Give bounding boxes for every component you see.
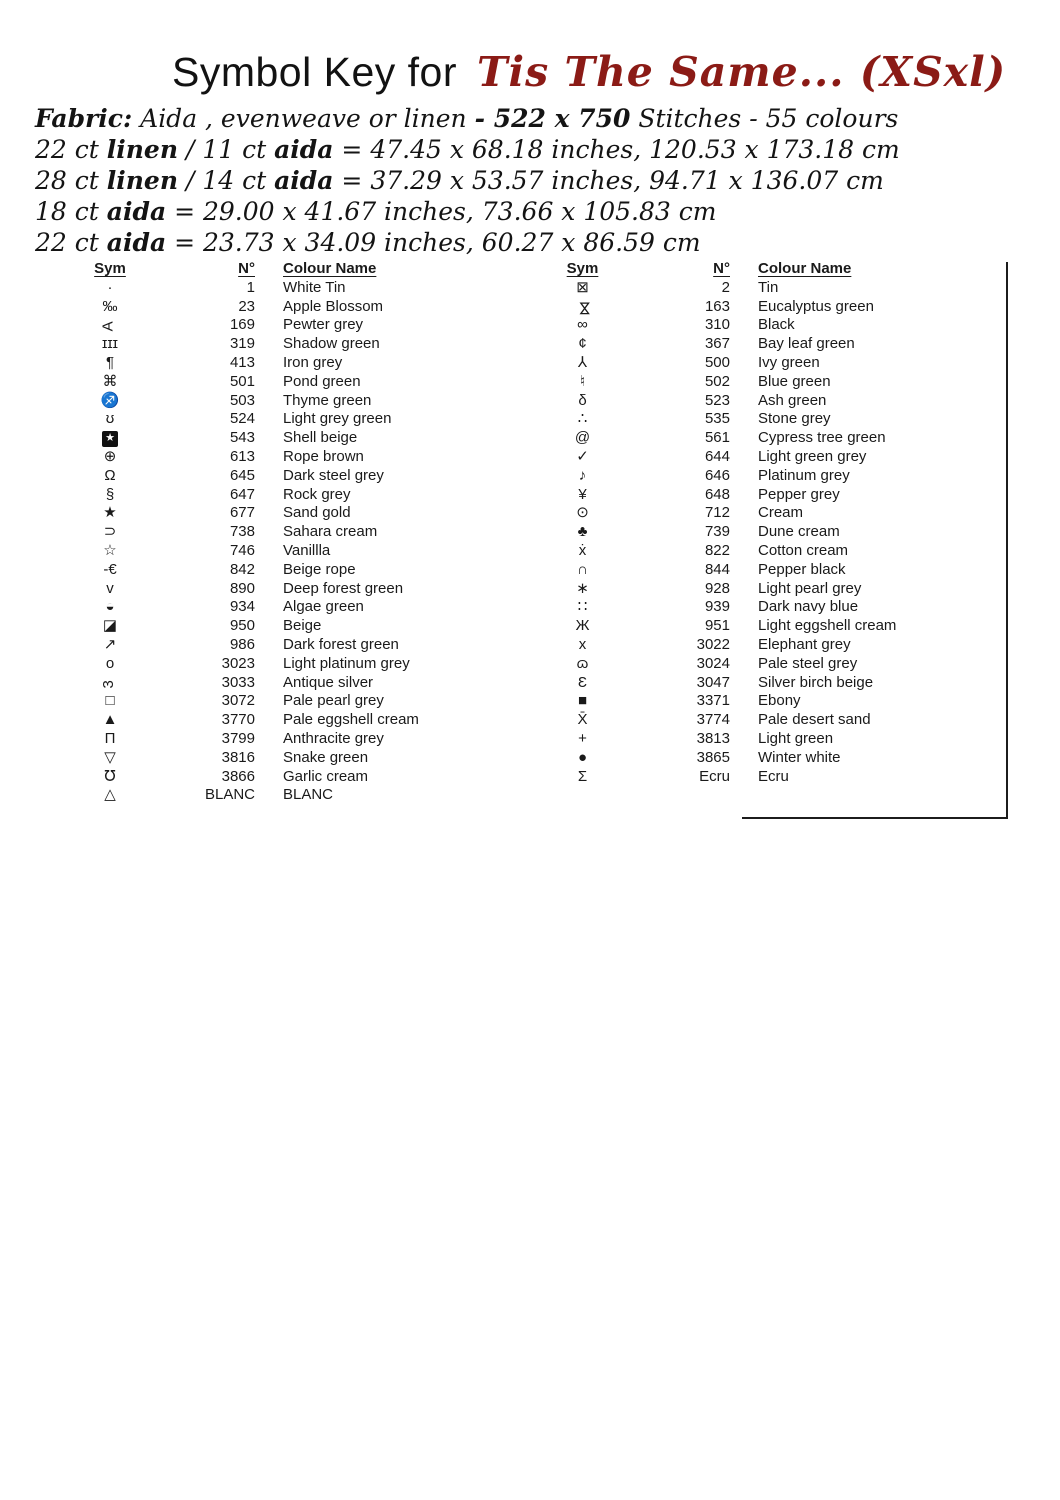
- key-row: [80, 467, 525, 486]
- stitch-symbol: ⋈: [575, 300, 593, 316]
- key-row: [80, 429, 525, 448]
- thread-number: 645: [229, 466, 255, 484]
- header-sym: Sym: [94, 260, 126, 277]
- stitch-symbol: ★: [102, 431, 118, 447]
- symbol-cell: [80, 410, 140, 429]
- symbol-cell: [80, 542, 140, 561]
- colour-name: Sand gold: [283, 504, 351, 522]
- stitch-symbol: A: [99, 321, 117, 332]
- thread-number: 3022: [696, 635, 730, 653]
- symbol-cell: [555, 617, 610, 636]
- key-row: [555, 636, 1005, 655]
- symbol-cell: [80, 467, 140, 486]
- thread-number: 524: [229, 410, 255, 428]
- fabric-line: 22 ct aida = 23.73 x 34.09 inches, 60.27 x 86.59 cm: [35, 228, 701, 257]
- stitch-symbol: ☆: [103, 541, 117, 559]
- thread-number: 310: [704, 316, 730, 334]
- key-row: [80, 692, 525, 711]
- key-table-left-rows: [80, 279, 525, 805]
- thread-number: 842: [229, 560, 255, 578]
- key-row: [555, 298, 1005, 317]
- colour-name: Antique silver: [283, 673, 374, 691]
- key-row: [80, 298, 525, 317]
- colour-name: Tin: [758, 278, 779, 296]
- colour-name: Pond green: [283, 372, 361, 390]
- colour-name: Pepper black: [758, 560, 846, 578]
- symbol-cell: [555, 335, 610, 354]
- stitch-symbol: ‰: [102, 297, 118, 315]
- symbol-cell: [555, 561, 610, 580]
- colour-name: Light green: [758, 729, 834, 747]
- stitch-symbol: ¥: [578, 485, 587, 503]
- stitch-symbol: ∷: [577, 598, 588, 616]
- colour-name: Light grey green: [283, 410, 392, 428]
- colour-name: Sahara cream: [283, 523, 378, 541]
- thread-number: 501: [229, 372, 255, 390]
- stitch-symbol: §: [105, 485, 115, 503]
- colour-name: Bay leaf green: [758, 335, 855, 353]
- stitch-symbol: Ж: [575, 617, 590, 635]
- colour-name: Anthracite grey: [283, 729, 384, 747]
- symbol-cell: [555, 448, 610, 467]
- key-row: [80, 392, 525, 411]
- symbol-cell: [555, 279, 610, 298]
- thread-number: 535: [704, 410, 730, 428]
- stitch-symbol: ◒: [105, 598, 115, 616]
- stitch-symbol: ⊠: [576, 278, 589, 296]
- stitch-symbol: ẋ: [578, 541, 587, 559]
- symbol-cell: [80, 523, 140, 542]
- stitch-symbol: ∗: [576, 579, 589, 597]
- symbol-cell: [555, 504, 610, 523]
- stitch-symbol: ¶: [105, 353, 115, 371]
- colour-name: Platinum grey: [758, 466, 850, 484]
- stitch-symbol: ●: [577, 748, 588, 766]
- symbol-cell: [555, 523, 610, 542]
- symbol-cell: [80, 786, 140, 805]
- colour-name: Stone grey: [758, 410, 831, 428]
- title-pattern-name: Tis The Same... (XSxl): [477, 48, 1007, 96]
- symbol-cell: [555, 711, 610, 730]
- thread-number: 739: [704, 523, 730, 541]
- symbol-cell: [555, 674, 610, 693]
- fabric-line: 18 ct aida = 29.00 x 41.67 inches, 73.66 x 105.83 cm: [35, 197, 717, 226]
- thread-number: 648: [704, 485, 730, 503]
- symbol-cell: [555, 692, 610, 711]
- colour-name: Rock grey: [283, 485, 351, 503]
- colour-name: Pale eggshell cream: [283, 711, 419, 729]
- stitch-symbol: ■: [577, 692, 588, 710]
- stitch-symbol: ɪɪɪ: [101, 335, 119, 353]
- header-number: N°: [713, 260, 730, 277]
- thread-number: 647: [229, 485, 255, 503]
- stitch-symbol: ▲: [102, 711, 118, 729]
- stitch-symbol: Σ: [577, 767, 588, 785]
- symbol-cell: [80, 316, 140, 335]
- key-row: [555, 429, 1005, 448]
- key-row: [555, 561, 1005, 580]
- thread-number: 3816: [221, 748, 255, 766]
- thread-number: 3047: [696, 673, 730, 691]
- key-row: [555, 392, 1005, 411]
- symbol-cell: [80, 504, 140, 523]
- key-row: [80, 504, 525, 523]
- thread-number: 890: [229, 579, 255, 597]
- stitch-symbol: -€: [103, 560, 117, 578]
- thread-number: 613: [229, 447, 255, 465]
- key-row: [555, 316, 1005, 335]
- colour-name: Light pearl grey: [758, 579, 862, 597]
- symbol-cell: [555, 467, 610, 486]
- colour-name: Light platinum grey: [283, 654, 410, 672]
- thread-number: 23: [238, 297, 255, 315]
- thread-number: 561: [704, 429, 730, 447]
- key-row: [80, 580, 525, 599]
- key-row: [555, 542, 1005, 561]
- stitch-symbol: ⌘: [102, 372, 118, 390]
- thread-number: 822: [704, 541, 730, 559]
- key-table-left-header: [80, 260, 525, 279]
- key-row: [80, 354, 525, 373]
- thread-number: 644: [704, 447, 730, 465]
- key-row: [80, 448, 525, 467]
- symbol-cell: [555, 768, 610, 787]
- thread-number: 712: [704, 504, 730, 522]
- fabric-line: Fabric: Aida , evenweave or linen - 522 x 750 Stitches - 55 colours: [35, 104, 899, 133]
- stitch-symbol: △: [104, 786, 116, 804]
- header-sym: Sym: [566, 260, 599, 277]
- thread-number: 746: [229, 541, 255, 559]
- thread-number: 367: [704, 335, 730, 353]
- symbol-cell: [80, 711, 140, 730]
- header-colour-name: Colour Name: [283, 260, 377, 277]
- thread-number: 3866: [221, 767, 255, 785]
- stitch-symbol: Ω: [104, 466, 116, 484]
- stitch-symbol: +: [578, 729, 587, 747]
- thread-number: 3770: [221, 711, 255, 729]
- symbol-cell: [555, 636, 610, 655]
- key-row: [80, 749, 525, 768]
- colour-name: Algae green: [283, 598, 364, 616]
- stitch-symbol: ✓: [576, 447, 589, 465]
- thread-number: 319: [229, 335, 255, 353]
- symbol-cell: [555, 749, 610, 768]
- colour-name: Beige: [283, 617, 322, 635]
- key-row: [555, 486, 1005, 505]
- key-row: [80, 598, 525, 617]
- colour-name: Dark forest green: [283, 635, 399, 653]
- colour-name: White Tin: [283, 278, 346, 296]
- colour-name: Blue green: [758, 372, 831, 390]
- key-row: [80, 542, 525, 561]
- key-row: [80, 335, 525, 354]
- colour-name: Ivy green: [758, 353, 820, 371]
- stitch-symbol: ♮: [579, 372, 586, 390]
- thread-number: 543: [229, 429, 255, 447]
- key-row: [80, 730, 525, 749]
- colour-name: Snake green: [283, 748, 369, 766]
- colour-name: Silver birch beige: [758, 673, 874, 691]
- colour-name: Vanillla: [283, 541, 331, 559]
- thread-number: 3774: [696, 711, 730, 729]
- key-row: [80, 561, 525, 580]
- stitch-symbol: ⅄: [577, 353, 588, 371]
- thread-number: 677: [229, 504, 255, 522]
- key-row: [80, 373, 525, 392]
- thread-number: 3024: [696, 654, 730, 672]
- stitch-symbol: ★: [103, 504, 117, 522]
- symbol-cell: [555, 298, 610, 317]
- stitch-symbol: ɷ: [576, 654, 589, 672]
- stitch-symbol: ♐: [100, 391, 120, 409]
- thread-number: 3865: [696, 748, 730, 766]
- colour-name: Shadow green: [283, 335, 380, 353]
- stitch-symbol: ⊃: [103, 523, 117, 541]
- key-row: [80, 711, 525, 730]
- colour-name: Ebony: [758, 692, 801, 710]
- colour-name: Shell beige: [283, 429, 358, 447]
- thread-number: 163: [704, 297, 730, 315]
- colour-name: BLANC: [283, 786, 334, 804]
- symbol-cell: [555, 730, 610, 749]
- colour-name: Black: [758, 316, 795, 334]
- colour-name: Apple Blossom: [283, 297, 384, 315]
- thread-number: 934: [229, 598, 255, 616]
- key-row: [80, 636, 525, 655]
- stitch-symbol: δ: [578, 391, 587, 409]
- key-row: [80, 617, 525, 636]
- stitch-symbol: ↗: [103, 635, 117, 653]
- key-table-right-header: [555, 260, 1005, 279]
- colour-name: Deep forest green: [283, 579, 404, 597]
- symbol-cell: [80, 429, 140, 448]
- symbol-cell: [555, 316, 610, 335]
- symbol-cell: [80, 655, 140, 674]
- symbol-cell: [80, 692, 140, 711]
- title-prefix: Symbol Key for: [172, 49, 457, 95]
- stitch-symbol: ¢: [578, 335, 587, 353]
- colour-name: Pewter grey: [283, 316, 364, 334]
- key-row: [555, 598, 1005, 617]
- symbol-cell: [80, 580, 140, 599]
- thread-number: 503: [229, 391, 255, 409]
- page-title: [172, 48, 1006, 96]
- thread-number: Ecru: [699, 767, 730, 785]
- colour-name: Thyme green: [283, 391, 372, 409]
- key-row: [555, 674, 1005, 693]
- stitch-symbol: ·: [107, 278, 113, 296]
- thread-number: 502: [704, 372, 730, 390]
- key-row: [555, 749, 1005, 768]
- colour-name: Pepper grey: [758, 485, 840, 503]
- colour-name: Cotton cream: [758, 541, 849, 559]
- colour-name: Dark steel grey: [283, 466, 384, 484]
- key-row: [555, 617, 1005, 636]
- symbol-cell: [80, 392, 140, 411]
- key-table-left: [80, 260, 525, 805]
- symbol-cell: [80, 636, 140, 655]
- symbol-cell: [80, 279, 140, 298]
- key-row: [555, 692, 1005, 711]
- symbol-cell: [555, 354, 610, 373]
- thread-number: 646: [704, 466, 730, 484]
- colour-name: Rope brown: [283, 447, 364, 465]
- thread-number: 3799: [221, 729, 255, 747]
- thread-number: 986: [229, 635, 255, 653]
- symbol-cell: [555, 580, 610, 599]
- key-row: [80, 786, 525, 805]
- table-right-border: [1006, 262, 1008, 818]
- symbol-cell: [80, 749, 140, 768]
- key-row: [80, 316, 525, 335]
- stitch-symbol: Π: [104, 729, 116, 747]
- symbol-cell: [555, 486, 610, 505]
- stitch-symbol: X̄: [577, 711, 588, 729]
- colour-name: Elephant grey: [758, 635, 851, 653]
- stitch-symbol: ∴: [577, 410, 588, 428]
- thread-number: 413: [229, 353, 255, 371]
- colour-name: Winter white: [758, 748, 841, 766]
- stitch-symbol: ℧: [104, 767, 116, 785]
- symbol-cell: [80, 768, 140, 787]
- colour-name: Pale pearl grey: [283, 692, 384, 710]
- key-row: [555, 523, 1005, 542]
- colour-name: Cream: [758, 504, 804, 522]
- key-row: [80, 655, 525, 674]
- fabric-line: 28 ct linen / 14 ct aida = 37.29 x 53.57 inches, 94.71 x 136.07 cm: [35, 166, 884, 195]
- thread-number: 3371: [696, 692, 730, 710]
- key-row: [80, 279, 525, 298]
- thread-number: 738: [229, 523, 255, 541]
- symbol-cell: [555, 542, 610, 561]
- thread-number: 169: [229, 316, 255, 334]
- thread-number: 939: [704, 598, 730, 616]
- stitch-symbol: x: [578, 635, 587, 653]
- thread-number: 523: [704, 391, 730, 409]
- stitch-symbol: □: [105, 692, 115, 710]
- header-number: N°: [238, 260, 255, 277]
- thread-number: 3023: [221, 654, 255, 672]
- fabric-info: [35, 103, 1015, 258]
- key-row: [555, 354, 1005, 373]
- thread-number: 500: [704, 353, 730, 371]
- colour-name: Cypress tree green: [758, 429, 886, 447]
- key-row: [555, 467, 1005, 486]
- symbol-cell: [80, 561, 140, 580]
- symbol-cell: [555, 373, 610, 392]
- colour-name: Ash green: [758, 391, 827, 409]
- stitch-symbol: ᴠ: [106, 579, 114, 597]
- colour-name: Garlic cream: [283, 767, 369, 785]
- thread-number: 1: [246, 278, 255, 296]
- symbol-cell: [80, 373, 140, 392]
- colour-name: Beige rope: [283, 560, 356, 578]
- colour-name: Ecru: [758, 767, 789, 785]
- key-row: [555, 448, 1005, 467]
- stitch-symbol: ⊕: [103, 447, 117, 465]
- colour-name: Iron grey: [283, 353, 343, 371]
- symbol-cell: [80, 730, 140, 749]
- stitch-symbol: ♣: [577, 523, 588, 541]
- stitch-symbol: ♪: [578, 466, 587, 484]
- stitch-symbol: ◪: [102, 617, 118, 635]
- colour-name: Dark navy blue: [758, 598, 859, 616]
- thread-number: 3813: [696, 729, 730, 747]
- symbol-cell: [80, 674, 140, 693]
- colour-name: Pale steel grey: [758, 654, 858, 672]
- key-row: [80, 768, 525, 787]
- thread-number: 928: [704, 579, 730, 597]
- colour-name: Dune cream: [758, 523, 840, 541]
- key-row: [555, 410, 1005, 429]
- stitch-symbol: @: [574, 429, 591, 447]
- key-table-right-rows: [555, 279, 1005, 787]
- key-row: [80, 523, 525, 542]
- key-table-right: [555, 260, 1005, 786]
- symbol-cell: [555, 410, 610, 429]
- table-bottom-border: [742, 817, 1008, 819]
- thread-number: 3072: [221, 692, 255, 710]
- header-colour-name: Colour Name: [758, 260, 852, 277]
- symbol-cell: [80, 335, 140, 354]
- key-row: [555, 730, 1005, 749]
- symbol-cell: [80, 598, 140, 617]
- thread-number: 950: [229, 617, 255, 635]
- symbol-cell: [80, 448, 140, 467]
- key-row: [555, 335, 1005, 354]
- colour-name: Pale desert sand: [758, 711, 871, 729]
- colour-name: Light green grey: [758, 447, 867, 465]
- symbol-cell: [555, 392, 610, 411]
- key-row: [80, 410, 525, 429]
- stitch-symbol: 3: [99, 679, 117, 689]
- symbol-cell: [80, 298, 140, 317]
- thread-number: 2: [721, 278, 730, 296]
- key-row: [555, 373, 1005, 392]
- key-row: [555, 655, 1005, 674]
- colour-name: Light eggshell cream: [758, 617, 897, 635]
- stitch-symbol: ∩: [577, 560, 588, 578]
- key-row: [555, 279, 1005, 298]
- thread-number: 3033: [221, 673, 255, 691]
- thread-number: 951: [704, 617, 730, 635]
- symbol-cell: [555, 429, 610, 448]
- symbol-cell: [80, 617, 140, 636]
- key-row: [80, 674, 525, 693]
- key-row: [555, 580, 1005, 599]
- key-row: [555, 711, 1005, 730]
- symbol-cell: [80, 354, 140, 373]
- stitch-symbol: ▽: [104, 748, 116, 766]
- stitch-symbol: ⊙: [576, 504, 589, 522]
- colour-name: Eucalyptus green: [758, 297, 874, 315]
- symbol-cell: [555, 655, 610, 674]
- key-row: [555, 504, 1005, 523]
- thread-number: 844: [704, 560, 730, 578]
- stitch-symbol: ʊ: [105, 410, 115, 428]
- fabric-line: 22 ct linen / 11 ct aida = 47.45 x 68.18 inches, 120.53 x 173.18 cm: [35, 135, 900, 164]
- thread-number: BLANC: [204, 786, 255, 804]
- stitch-symbol: o: [105, 654, 115, 672]
- symbol-cell: [555, 598, 610, 617]
- key-row: [555, 768, 1005, 787]
- key-row: [80, 486, 525, 505]
- symbol-cell: [80, 486, 140, 505]
- stitch-symbol: ∞: [577, 316, 588, 334]
- stitch-symbol: Ɛ: [577, 673, 588, 691]
